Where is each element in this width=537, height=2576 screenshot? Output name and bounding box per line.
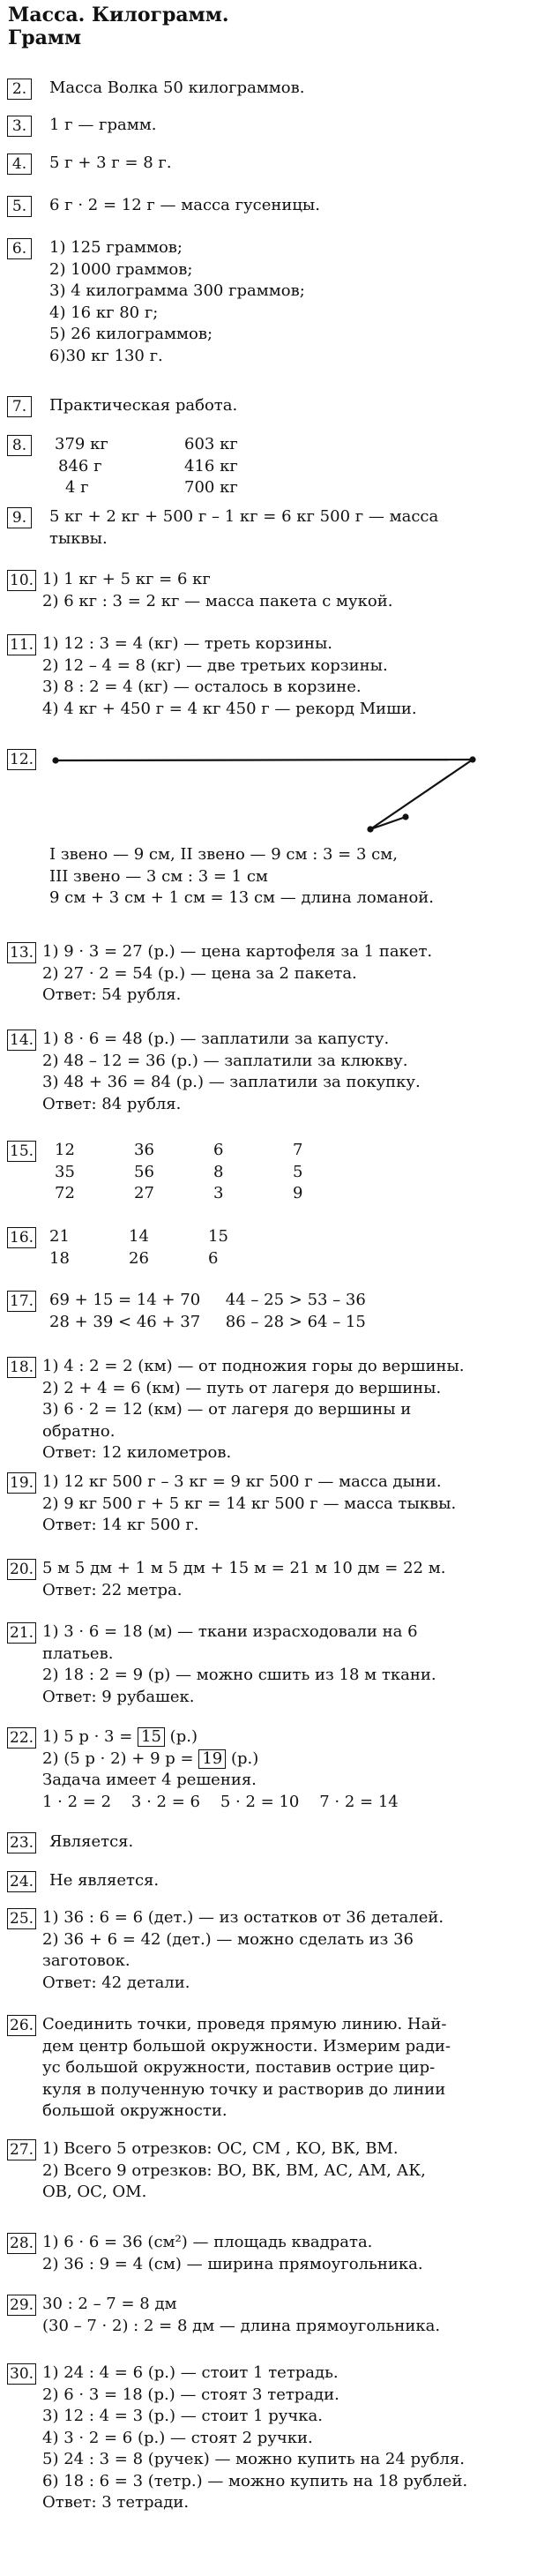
table-cell: 700 кг [184,478,238,497]
expression: 1) 5 р · 3 = [42,1727,138,1746]
table-cell: 56 [134,1162,154,1181]
task-23 [7,1831,528,1853]
task-line: 4) 16 кг 80 г; [49,303,159,322]
task-number: 24. [7,1871,36,1892]
table-cell: 603 кг [184,435,238,453]
task-24 [7,1870,528,1892]
task-17 [7,1290,528,1333]
task-line: 3) 48 + 36 = 84 (р.) — заплатили за покупку. [42,1073,421,1091]
table-cell: 846 г [58,456,102,476]
task-11 [7,633,528,720]
task-line: 5 г + 3 г = 8 г. [49,154,172,172]
task-line: 2) 12 – 4 = 8 (кг) — две третьих корзины. [42,655,388,675]
task-19 [7,1471,528,1537]
task-line: 1) 6 · 6 = 36 (см²) — площадь квадрата. [42,2233,373,2251]
task-line: ОВ, ОС, ОМ. [42,2183,147,2201]
task-line: 1) 12 : 3 = 4 (кг) — треть корзины. [42,634,333,653]
task-30 [7,2363,528,2514]
task-16 [7,1226,528,1269]
task-8 [7,434,528,499]
task-number: 3. [7,116,32,137]
values-table [48,434,303,499]
values-table [42,1226,287,1269]
task-20 [7,1558,528,1601]
task-number: 16. [7,1227,36,1248]
task-line: ус большой окружности, поставив острие цир- [42,2058,436,2077]
task-number: 10. [7,570,36,591]
table-cell: 7 [293,1141,303,1159]
task-line: III звено — 3 см : 3 = 1 см [49,866,268,886]
task-number: 15. [7,1141,36,1162]
expression: 2) (5 р · 2) + 9 р = [42,1749,199,1768]
task-line: Ответ: 14 кг 500 г. [42,1516,199,1534]
task-line: 69 + 15 = 14 + 70 44 – 25 > 53 – 36 [49,1291,366,1309]
task-14 [7,1029,528,1115]
task-line [42,1726,528,1749]
task-line: 1 · 2 = 2 3 · 2 = 6 5 · 2 = 10 7 · 2 = 14 [42,1792,399,1811]
task-line: Задача имеет 4 решения. [42,1771,257,1789]
table-cell: 72 [55,1184,75,1202]
task-line: 2) 6 кг : 3 = 2 кг — масса пакета с мукой. [42,591,393,610]
task-number: 2. [7,79,32,100]
task-number: 19. [7,1472,36,1494]
task-line: Ответ: 12 километров. [42,1443,232,1462]
line-point [367,826,373,832]
task-line: Является. [49,1832,134,1851]
task-line: 2) 48 – 12 = 36 (р.) — заплатили за клюкву. [42,1051,408,1070]
task-7 [7,395,528,417]
values-table [48,1140,372,1205]
task-number: 29. [7,2295,36,2316]
task-line: 1) 125 граммов; [49,238,183,257]
task-line: дем центр большой окружности. Измерим ради- [42,2036,451,2056]
line-point [469,756,475,762]
task-number: 9. [7,507,32,528]
task-13 [7,941,528,1007]
table-cell: 36 [134,1141,154,1159]
boxed-answer: 15 [138,1727,165,1747]
task-line: Практическая работа. [49,396,238,415]
task-line: 6 г · 2 = 12 г — масса гусеницы. [49,196,320,214]
table-cell: 4 г [65,478,89,497]
task-2 [7,78,528,100]
task-line: 1) 1 кг + 5 кг = 6 кг [42,570,211,588]
task-line: 2) 27 · 2 = 54 (р.) — цена за 2 пакета. [42,963,357,983]
boxed-answer: 19 [198,1749,226,1769]
task-line: 5 м 5 дм + 1 м 5 дм + 15 м = 21 м 10 дм = 22 м. [42,1559,446,1577]
table-cell: 9 [293,1184,303,1202]
task-line [42,1749,528,1771]
task-line: тыквы. [49,528,108,548]
task-18 [7,1356,528,1464]
task-line: Соединить точки, проведя прямую линию. Най- [42,2015,447,2033]
task-4 [7,153,528,175]
task-line: Ответ: 84 рубля. [42,1094,182,1113]
unit: (р.) [226,1749,259,1768]
task-line: обратно. [42,1421,116,1441]
task-number: 25. [7,1908,36,1929]
task-28 [7,2232,528,2275]
line-point [52,757,58,763]
table-cell: 21 [49,1227,70,1246]
unit: (р.) [164,1727,198,1746]
task-line: Ответ: 54 рубля. [42,985,182,1004]
task-line: 28 + 39 < 46 + 37 86 – 28 > 64 – 15 [49,1312,366,1331]
table-cell: 26 [129,1248,149,1268]
task-line: большой окружности. [42,2101,227,2120]
task-number: 5. [7,196,32,217]
task-line: 3) 12 : 4 = 3 (р.) — стоит 1 ручка. [42,2407,323,2425]
table-cell: 8 [213,1162,224,1181]
table-cell: 3 [213,1184,224,1202]
task-line: 4) 3 · 2 = 6 (р.) — стоят 2 ручки. [42,2428,313,2447]
task-line: 3) 4 килограмма 300 граммов; [49,281,305,300]
task-6 [7,237,528,367]
task-line: 5) 24 : 3 = 8 (ручек) — можно купить на 24 рубля. [42,2450,465,2468]
task-number: 13. [7,942,36,963]
task-line: 1) 36 : 6 = 6 (дет.) — из остатков от 36 деталей. [42,1908,444,1927]
task-number: 27. [7,2139,36,2160]
page-title: Масса. Килограмм. [8,4,229,26]
task-line: 6) 18 : 6 = 3 (тетр.) — можно купить на 18 рублей. [42,2471,468,2490]
task-line: 1) 12 кг 500 г – 3 кг = 9 кг 500 г — масса дыни. [42,1472,442,1491]
task-line: 2) 36 : 9 = 4 (см) — ширина прямоугольника. [42,2254,423,2273]
task-21 [7,1621,528,1708]
task-26 [7,2014,528,2123]
task-line: 2) Всего 9 отрезков: ВО, ВК, ВМ, АС, АМ, АК, [42,2160,426,2180]
task-29 [7,2294,528,2337]
task-line: 3) 6 · 2 = 12 (км) — от лагеря до вершины и [42,1400,412,1419]
task-line: 2) 2 + 4 = 6 (км) — путь от лагеря до вершины. [42,1378,442,1397]
task-9 [7,506,528,550]
task-number: 7. [7,396,32,417]
task-line: 2) 9 кг 500 г + 5 кг = 14 кг 500 г — масса тыквы. [42,1494,457,1513]
table-cell: 18 [49,1248,70,1268]
task-line: 1) 4 : 2 = 2 (км) — от подножия горы до вершины. [42,1357,465,1375]
task-line: 9 см + 3 см + 1 см = 13 см — длина ломаной. [49,888,435,907]
task-number: 6. [7,238,32,259]
task-line: 5 кг + 2 кг + 500 г – 1 кг = 6 кг 500 г — масса [49,507,439,526]
task-line: 5) 26 килограммов; [49,325,213,343]
task-line: 1) 24 : 4 = 6 (р.) — стоит 1 тетрадь. [42,2363,339,2382]
task-line: 1) 8 · 6 = 48 (р.) — заплатили за капусту. [42,1030,390,1048]
task-line: 30 : 2 – 7 = 8 дм [42,2295,177,2313]
task-line: 2) 1000 граммов; [49,259,193,279]
task-number: 18. [7,1357,36,1378]
task-10 [7,569,528,612]
task-line: 6)30 кг 130 г. [49,346,163,365]
task-line: 2) 18 : 2 = 9 (р) — можно сшить из 18 м ткани. [42,1666,436,1684]
task-number: 28. [7,2233,36,2254]
table-cell: 6 [213,1141,224,1159]
task-line: 1) 9 · 3 = 27 (р.) — цена картофеля за 1 пакет. [42,942,433,961]
task-number: 12. [7,749,36,770]
task-line: куля в полученную точку и растворив до линии [42,2079,446,2099]
task-number: 26. [7,2015,36,2036]
task-number: 23. [7,1832,36,1853]
task-line: Ответ: 9 рубашек. [42,1687,195,1706]
task-number: 22. [7,1727,36,1749]
task-3 [7,115,528,137]
task-22 [7,1726,528,1813]
task-number: 14. [7,1030,36,1051]
task-line: 1) 3 · 6 = 18 (м) — ткани израсходовали на 6 [42,1622,418,1641]
task-line: 4) 4 кг + 450 г = 4 кг 450 г — рекорд Миши. [42,699,417,718]
task-line: Масса Волка 50 килограммов. [49,79,305,97]
task-line: платьев. [42,1644,114,1663]
task-number: 21. [7,1622,36,1644]
task-line: 1) Всего 5 отрезков: ОС, СМ , КО, ВК, ВМ. [42,2139,399,2158]
task-line: Ответ: 3 тетради. [42,2493,190,2512]
task-number: 8. [7,435,32,456]
task-line: заготовок. [42,1951,131,1970]
table-cell: 15 [208,1227,228,1246]
task-number: 30. [7,2363,36,2385]
table-cell: 35 [55,1162,75,1181]
task-25 [7,1907,528,1994]
task-27 [7,2138,528,2204]
task-line: (30 – 7 · 2) : 2 = 8 дм — длина прямоугольника. [42,2316,441,2335]
task-line: 2) 36 + 6 = 42 (дет.) — можно сделать из 36 [42,1929,414,1949]
line-point [402,813,408,820]
task-line: Ответ: 22 метра. [42,1580,183,1599]
task-line: 3) 8 : 2 = 4 (кг) — осталось в корзине. [42,678,362,696]
table-cell: 14 [129,1227,149,1246]
table-cell: 379 кг [55,435,108,453]
page-title-line2: Грамм [8,26,82,49]
task-number: 11. [7,634,36,655]
table-cell: 5 [293,1162,303,1181]
task-15 [7,1140,528,1205]
task-line: 2) 6 · 3 = 18 (р.) — стоят 3 тетради. [42,2385,339,2404]
task-number: 17. [7,1291,36,1312]
task-number: 4. [7,154,32,175]
task-number: 20. [7,1559,36,1580]
table-cell: 6 [208,1248,219,1268]
task-line: I звено — 9 см, II звено — 9 см : 3 = 3 см, [49,845,398,864]
task-line: Не является. [49,1871,160,1890]
task-line: 1 г — грамм. [49,116,157,134]
broken-line [56,760,473,829]
task-line: Ответ: 42 детали. [42,1973,190,1992]
task-12-text [7,844,528,910]
table-cell: 416 кг [184,456,238,476]
table-cell: 12 [55,1141,75,1159]
table-cell: 27 [134,1184,154,1202]
broken-line-drawing [7,748,527,845]
task-5 [7,195,528,217]
